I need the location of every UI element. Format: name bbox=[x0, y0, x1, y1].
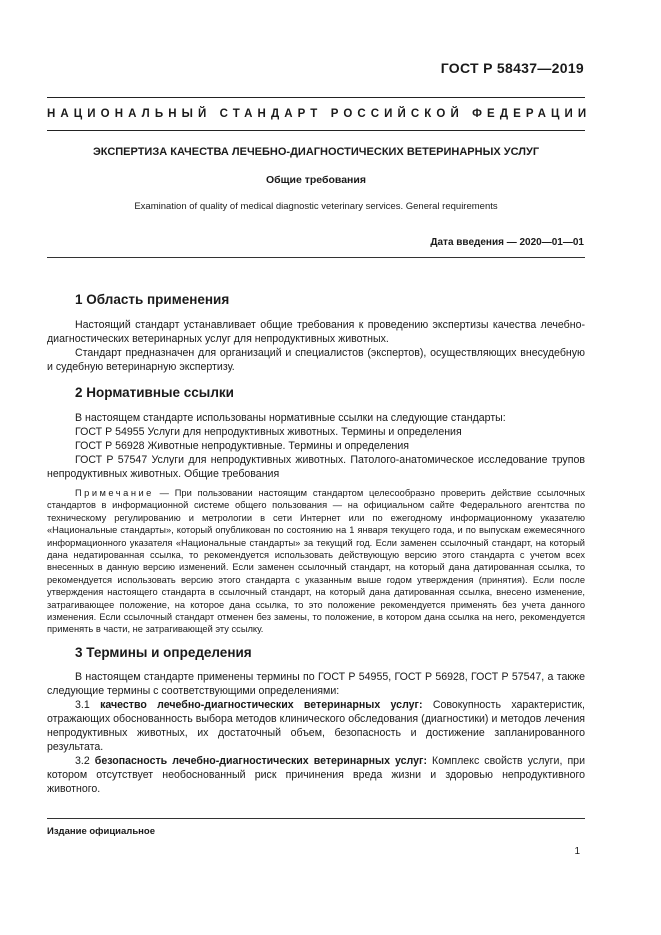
section-3-intro: В настоящем стандарте применены термины по ГОСТ Р 54955, ГОСТ Р 56928, ГОСТ Р 57547, а также следующие термины с соответствующими определениями: bbox=[47, 671, 585, 697]
term-number: 3.2 bbox=[75, 755, 95, 767]
term-definition: Совокупность характеристик, отражающих обоснованность выбора методов клинического обследования (диагностики) и методов лечения непродуктивных животных, их достаточный объем, безопасность и достижение запланированного результата. bbox=[47, 699, 585, 753]
footer-divider bbox=[47, 818, 585, 819]
document-title: ЭКСПЕРТИЗА КАЧЕСТВА ЛЕЧЕБНО-ДИАГНОСТИЧЕСКИХ ВЕТЕРИНАРНЫХ УСЛУГ bbox=[92, 146, 540, 158]
normative-reference: ГОСТ Р 56928 Животные непродуктивные. Термины и определения bbox=[75, 440, 410, 452]
banner-divider bbox=[47, 130, 585, 131]
term-name: качество лечебно-диагностических ветеринарных услуг: bbox=[100, 699, 423, 711]
document-code: ГОСТ Р 58437—2019 bbox=[440, 60, 584, 76]
date-divider bbox=[47, 257, 585, 258]
section-1-paragraph-1: Настоящий стандарт устанавливает общие требования к проведению экспертизы качества лечебно-диагностических ветеринарных услуг для непродуктивных животных. bbox=[47, 319, 585, 345]
normative-reference: ГОСТ Р 57547 Услуги для непродуктивных животных. Патолого-анатомическое исследование трупов непродуктивных животных. Общие требования bbox=[47, 454, 585, 480]
document-subtitle: Общие требования bbox=[266, 174, 366, 186]
section-2-intro: В настоящем стандарте использованы нормативные ссылки на следующие стандарты: bbox=[75, 412, 506, 424]
national-standard-banner: НАЦИОНАЛЬНЫЙ СТАНДАРТ РОССИЙСКОЙ ФЕДЕРАЦИИ bbox=[47, 108, 592, 120]
term-definition: Комплекс свойств услуги, при котором отсутствует необоснованный риск причинения вреда жизни и здоровью непродуктивного животного. bbox=[47, 755, 585, 795]
note-label: Примечание bbox=[75, 488, 154, 498]
page-number: 1 bbox=[574, 846, 580, 857]
introduction-date: Дата введения — 2020—01—01 bbox=[430, 237, 584, 248]
term-name: безопасность лечебно-диагностических ветеринарных услуг: bbox=[94, 755, 427, 767]
term-3-1 bbox=[47, 698, 585, 754]
term-number: 3.1 bbox=[75, 699, 101, 711]
section-3-body bbox=[47, 670, 585, 796]
term-3-2 bbox=[47, 754, 585, 796]
normative-reference: ГОСТ Р 54955 Услуги для непродуктивных животных. Термины и определения bbox=[75, 426, 462, 438]
section-1-heading: 1 Область применения bbox=[75, 292, 230, 307]
section-2-heading: 2 Нормативные ссылки bbox=[75, 385, 234, 400]
section-3-heading: 3 Термины и определения bbox=[75, 645, 252, 660]
top-divider bbox=[47, 97, 585, 98]
official-edition-label: Издание официальное bbox=[47, 826, 155, 837]
section-2-note bbox=[47, 487, 585, 636]
section-2-body bbox=[47, 411, 585, 481]
section-1-body bbox=[47, 318, 585, 374]
note-text: — При пользовании настоящим стандартом целесообразно проверить действие ссылочных стандартов в информационной системе общего пользования — на официальном сайте Федерального агентства по техническому регулированию и метрологии в сети Интернет или по ежегодному информационному указателю «Национальные стандарты», который опубликован по состоянию на 1 января текущего года, и по выпускам ежемесячного информационного указателя «Национальные стандарты» за текущий год. Если заменен ссылочный стандарт, на который дана недатированная ссылка, то рекомендуется использовать действующую версию этого стандарта с учетом всех внесенных в данную версию изменений. Если заменен ссылочный стандарт, на который дана датированная ссылка, то рекомендуется использовать версию этого стандарта с указанным выше годом утверждения (принятия). Если после утверждения настоящего стандарта в ссылочный стандарт, на который дана датированная ссылка, внесено изменение, затрагивающее положение, на которое дана ссылка, то это положение рекомендуется применять без учета данного изменения. Если ссылочный стандарт отменен без замены, то положение, в котором дана ссылка на него, рекомендуется применять в части, не затрагивающей эту ссылку. bbox=[47, 488, 585, 635]
english-title: Examination of quality of medical diagnostic veterinary services. General requirements bbox=[134, 201, 498, 212]
section-1-paragraph-2: Стандарт предназначен для организаций и специалистов (экспертов), осуществляющих внесудебную и судебную ветеринарную экспертизу. bbox=[47, 347, 585, 373]
